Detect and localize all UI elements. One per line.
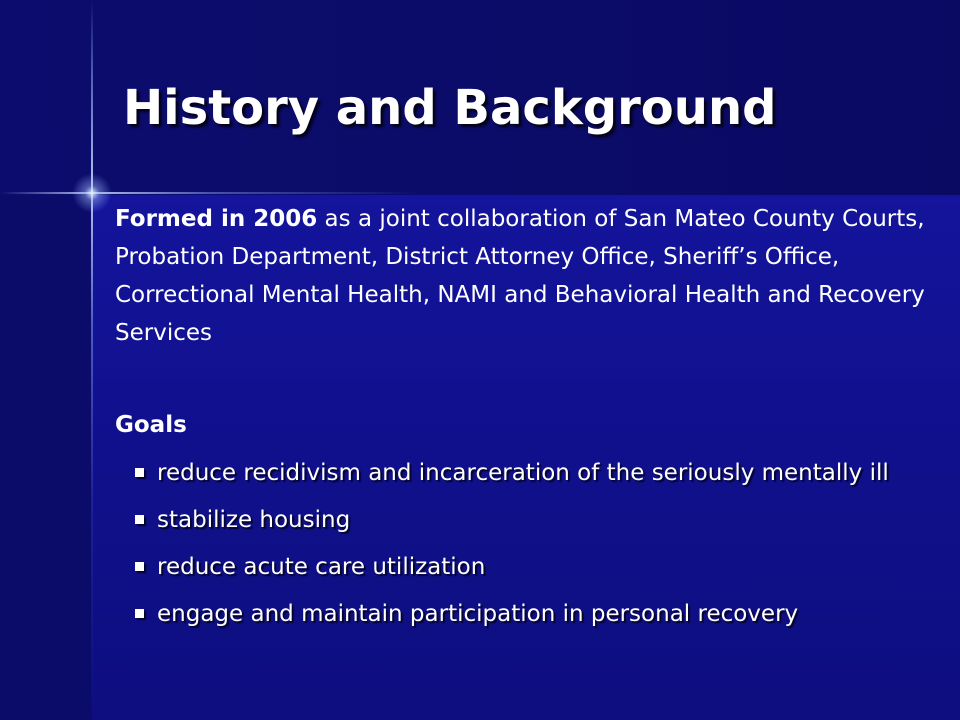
lens-flare-vertical-line bbox=[91, 0, 93, 720]
square-bullet-icon bbox=[135, 562, 144, 571]
goal-item bbox=[133, 502, 943, 539]
intro-lead: Formed in 2006 bbox=[115, 206, 318, 232]
intro-rest: as a joint collaboration of San Mateo County Courts, Probation Department, District Attorney Office, Sheriff’s Office, Correctional Mental Health, NAMI and Behavioral Health and Recovery Services bbox=[115, 206, 925, 346]
left-band bbox=[0, 195, 92, 720]
intro-paragraph bbox=[115, 200, 930, 352]
goal-text: stabilize housing bbox=[157, 507, 351, 533]
goal-text: reduce acute care utilization bbox=[157, 554, 486, 580]
lens-flare-star-icon bbox=[72, 173, 112, 213]
square-bullet-icon bbox=[135, 468, 144, 477]
goal-text: engage and maintain participation in personal recovery bbox=[157, 601, 799, 627]
goal-item bbox=[133, 596, 943, 633]
goals-heading: Goals bbox=[115, 412, 187, 438]
lens-flare-horizontal-line bbox=[0, 192, 420, 194]
goal-item bbox=[133, 455, 943, 492]
goal-item bbox=[133, 549, 943, 586]
square-bullet-icon bbox=[135, 609, 144, 618]
goal-text: reduce recidivism and incarceration of the seriously mentally ill bbox=[157, 460, 889, 486]
goals-list bbox=[133, 455, 943, 643]
square-bullet-icon bbox=[135, 515, 144, 524]
slide-title: History and Background bbox=[123, 80, 777, 136]
